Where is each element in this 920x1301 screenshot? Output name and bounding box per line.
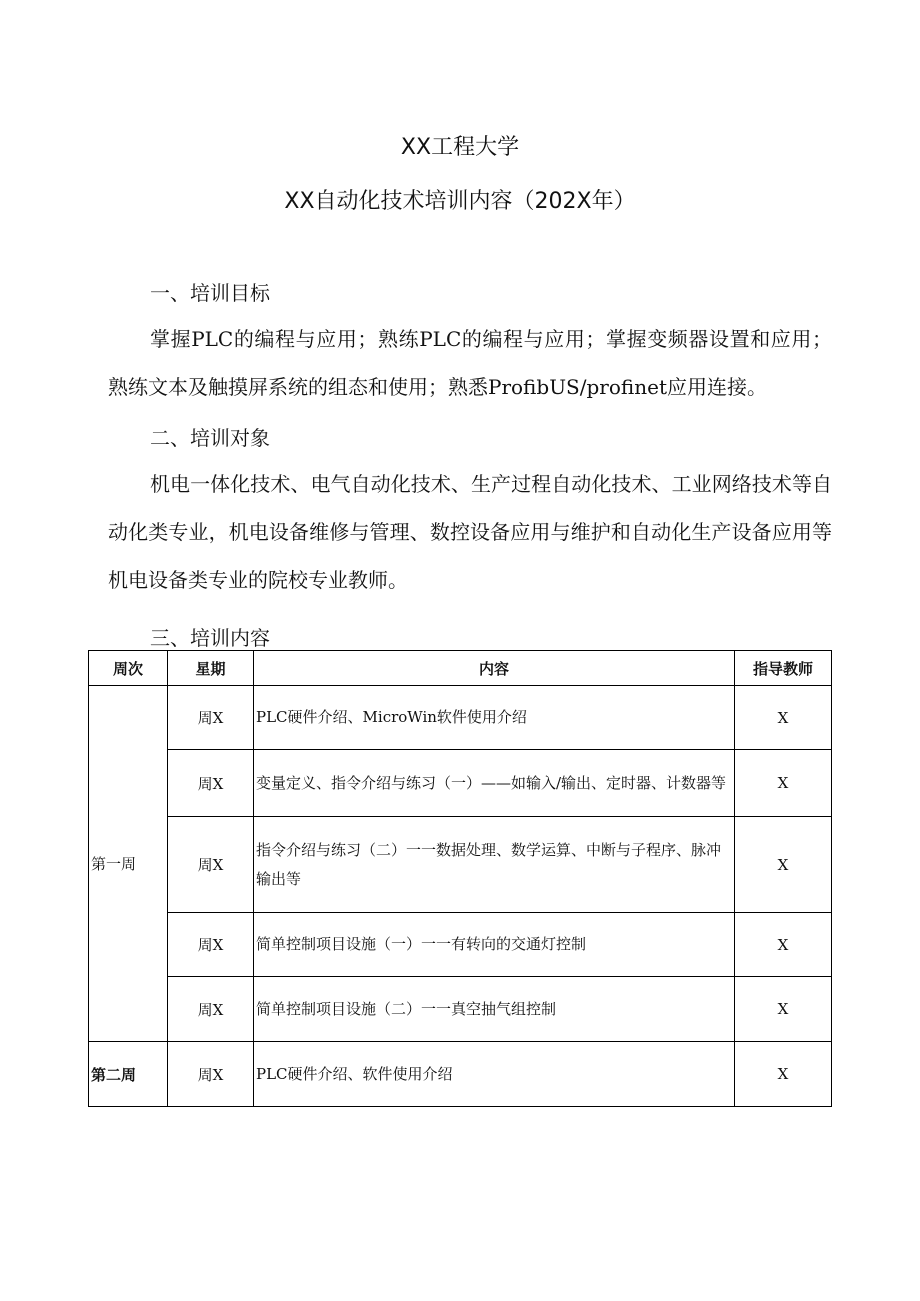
day-cell: 周X	[168, 977, 254, 1042]
document-subtitle: XX自动化技术培训内容（202X年）	[284, 189, 636, 214]
content-cell: PLC硬件介绍、MicroWin软件使用介绍	[254, 686, 735, 750]
section-heading-goals: 一、培训目标	[150, 281, 270, 305]
teacher-cell: X	[735, 686, 832, 750]
day-cell: 周X	[168, 1042, 254, 1107]
table-row	[89, 750, 832, 817]
content-cell: PLC硬件介绍、软件使用介绍	[254, 1042, 735, 1107]
table-row	[89, 686, 832, 750]
table-row	[89, 1042, 832, 1107]
section-heading-audience: 二、培训对象	[150, 426, 270, 450]
day-cell: 周X	[168, 817, 254, 913]
week-cell: 第二周	[89, 1042, 168, 1107]
training-schedule-table	[88, 650, 832, 1107]
column-header-week: 周次	[89, 651, 168, 686]
day-cell: 周X	[168, 686, 254, 750]
teacher-cell: X	[735, 977, 832, 1042]
document-title: XX工程大学	[400, 135, 520, 160]
teacher-cell: X	[735, 1042, 832, 1107]
teacher-cell: X	[735, 913, 832, 977]
day-cell: 周X	[168, 913, 254, 977]
section-heading-content: 三、培训内容	[150, 626, 270, 650]
teacher-cell: X	[735, 817, 832, 913]
section-text-goals: 掌握PLC的编程与应用；熟练PLC的编程与应用；掌握变频器设置和应用；熟练文本及触摸屏系统的组态和使用；熟悉ProfibUS/profinet应用连接。	[108, 327, 832, 399]
content-cell: 简单控制项目设施（二）一一真空抽气组控制	[254, 977, 735, 1042]
table-header-row	[89, 651, 832, 686]
table-row	[89, 977, 832, 1042]
column-header-teacher: 指导教师	[735, 651, 832, 686]
day-cell: 周X	[168, 750, 254, 817]
content-cell: 变量定义、指令介绍与练习（一）——如输入/输出、定时器、计数器等	[254, 750, 735, 817]
table-row	[89, 913, 832, 977]
content-cell: 指令介绍与练习（二）一一数据处理、数学运算、中断与子程序、脉冲输出等	[254, 817, 735, 913]
table-row	[89, 817, 832, 913]
column-header-content: 内容	[254, 651, 735, 686]
column-header-day: 星期	[168, 651, 254, 686]
teacher-cell: X	[735, 750, 832, 817]
section-text-audience: 机电一体化技术、电气自动化技术、生产过程自动化技术、工业网络技术等自动化类专业，机电设备维修与管理、数控设备应用与维护和自动化生产设备应用等机电设备类专业的院校专业教师。	[108, 472, 832, 592]
content-cell: 简单控制项目设施（一）一一有转向的交通灯控制	[254, 913, 735, 977]
week-cell: 第一周	[89, 686, 168, 1042]
